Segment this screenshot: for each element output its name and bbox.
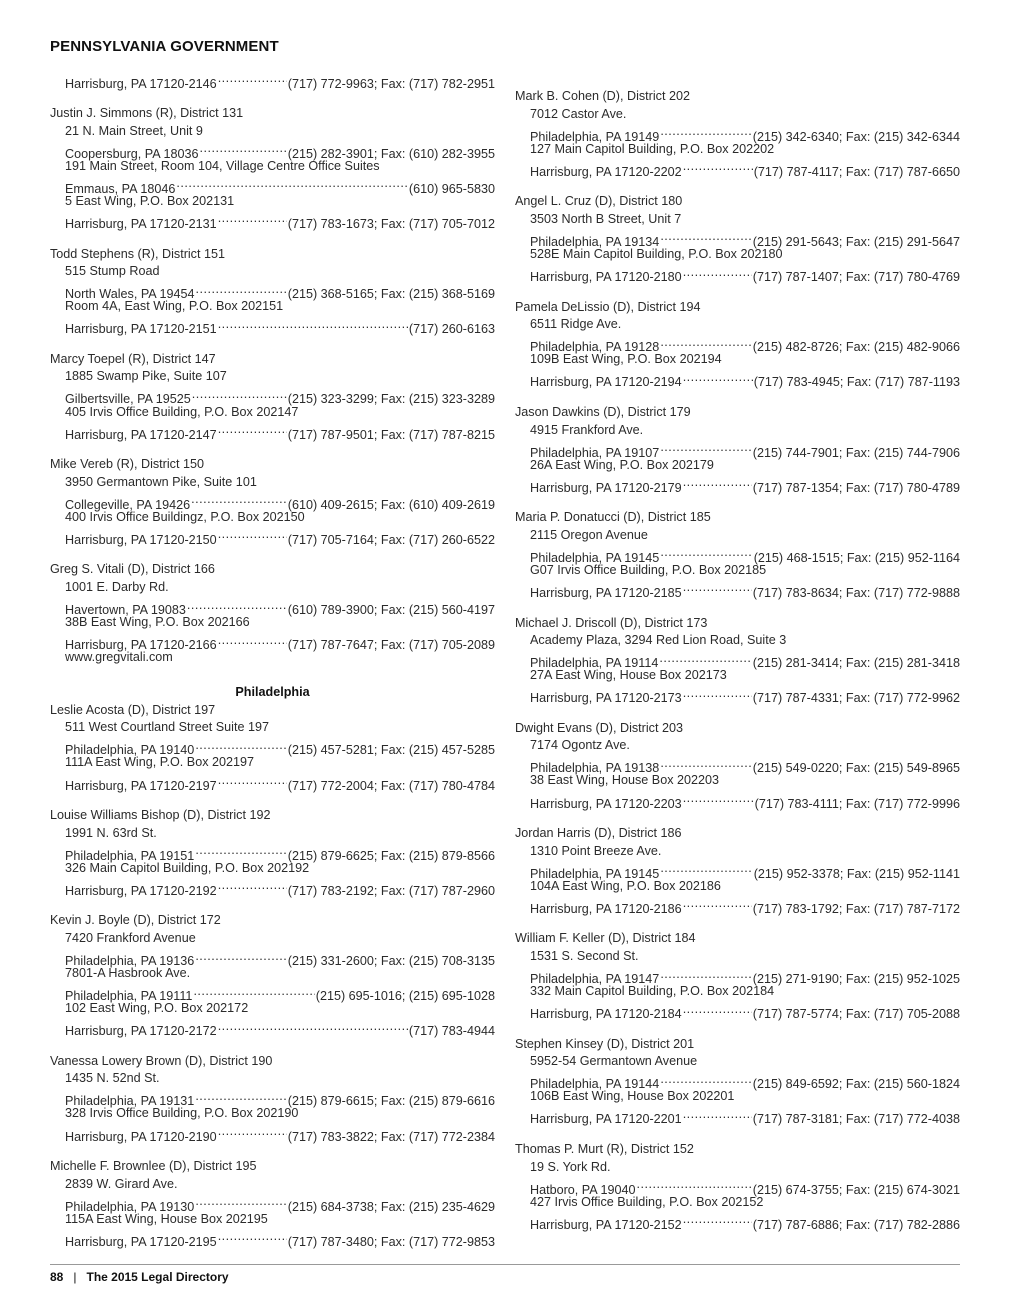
address-line: 102 East Wing, P.O. Box 202172 bbox=[65, 1001, 249, 1016]
phone-fax: (215) 323-3299; Fax: (215) 323-3289 bbox=[287, 392, 495, 407]
address-city: Philadelphia, PA 19144 bbox=[530, 1077, 660, 1092]
dot-leader bbox=[195, 842, 286, 860]
contact-line bbox=[530, 439, 960, 460]
legislator-name: Pamela DeLissio (D), District 194 bbox=[515, 299, 701, 314]
legislator-name: Maria P. Donatucci (D), District 185 bbox=[515, 510, 711, 525]
address-city: Havertown, PA 19083 bbox=[65, 603, 186, 618]
address-line: 511 West Courtland Street Suite 197 bbox=[65, 720, 269, 735]
address-city: Harrisburg, PA 17120-2150 bbox=[65, 532, 217, 547]
phone-fax: (215) 368-5165; Fax: (215) 368-5169 bbox=[287, 287, 495, 302]
dot-leader bbox=[218, 1018, 408, 1036]
address-line: 3503 North B Street, Unit 7 bbox=[530, 211, 682, 226]
dot-leader bbox=[196, 281, 287, 299]
address-city: Philadelphia, PA 19136 bbox=[65, 954, 195, 969]
address-line: 21 N. Main Street, Unit 9 bbox=[65, 123, 203, 138]
footer-rule bbox=[50, 1264, 960, 1265]
address-line: Room 4A, East Wing, P.O. Box 202151 bbox=[65, 299, 284, 314]
dot-leader bbox=[191, 491, 287, 509]
dot-leader bbox=[218, 1123, 287, 1141]
page-footer bbox=[50, 1270, 229, 1284]
legislator-name: William F. Keller (D), District 184 bbox=[515, 931, 696, 946]
contact-line bbox=[65, 737, 495, 758]
page-header-title: PENNSYLVANIA GOVERNMENT bbox=[50, 38, 279, 55]
legislator-name: Greg S. Vitali (D), District 166 bbox=[50, 562, 215, 577]
address-line: 528E Main Capitol Building, P.O. Box 202180 bbox=[530, 247, 783, 261]
phone-fax: (215) 271-9190; Fax: (215) 952-1025 bbox=[752, 972, 960, 987]
legislator-name: Louise Williams Bishop (D), District 192 bbox=[50, 808, 271, 823]
address-line: 1001 E. Darby Rd. bbox=[65, 580, 169, 594]
address-city: Philadelphia, PA 19147 bbox=[530, 972, 660, 987]
address-line: 2839 W. Girard Ave. bbox=[65, 1176, 178, 1191]
legislator-name: Justin J. Simmons (R), District 131 bbox=[50, 106, 244, 121]
legislator-name: Michael J. Driscoll (D), District 173 bbox=[515, 615, 708, 630]
contact-line bbox=[65, 842, 495, 863]
contact-line bbox=[530, 334, 960, 355]
dot-leader bbox=[683, 369, 753, 387]
contact-line bbox=[530, 369, 960, 390]
dot-leader bbox=[683, 1001, 752, 1019]
address-city: Philadelphia, PA 19130 bbox=[65, 1199, 195, 1214]
contact-line bbox=[65, 140, 495, 161]
address-city: Philadelphia, PA 19151 bbox=[65, 848, 195, 863]
dot-leader bbox=[660, 755, 751, 773]
dot-leader bbox=[192, 386, 287, 404]
dot-leader bbox=[195, 1193, 286, 1211]
address-line: 104A East Wing, P.O. Box 202186 bbox=[530, 878, 721, 893]
contact-line bbox=[65, 597, 495, 618]
legislator-name: Leslie Acosta (D), District 197 bbox=[50, 702, 216, 717]
legislator-name: Dwight Evans (D), District 203 bbox=[515, 720, 683, 735]
address-line: 5952-54 Germantown Avenue bbox=[530, 1054, 698, 1069]
address-city: Philadelphia, PA 19128 bbox=[530, 340, 660, 355]
address-line: Academy Plaza, 3294 Red Lion Road, Suite 3 bbox=[530, 633, 787, 647]
address-city: Gilbertsville, PA 19525 bbox=[65, 392, 191, 407]
legislator-name: Michelle F. Brownlee (D), District 195 bbox=[50, 1159, 257, 1174]
address-city: Harrisburg, PA 17120-2152 bbox=[530, 1217, 682, 1232]
address-line: 6511 Ridge Ave. bbox=[530, 317, 622, 332]
address-line: 7801-A Hasbrook Ave. bbox=[65, 966, 191, 980]
dot-leader bbox=[637, 1176, 752, 1194]
legislator-name: Todd Stephens (R), District 151 bbox=[50, 246, 225, 261]
contact-line bbox=[65, 316, 495, 337]
dot-leader bbox=[660, 123, 751, 141]
address-city: Harrisburg, PA 17120-2151 bbox=[65, 322, 217, 337]
address-line: 19 S. York Rd. bbox=[530, 1159, 611, 1174]
phone-fax: (717) 783-1673; Fax: (717) 705-7012 bbox=[287, 216, 495, 231]
address-line: 332 Main Capitol Building, P.O. Box 202184 bbox=[530, 984, 775, 998]
dot-leader bbox=[187, 597, 287, 615]
contact-line bbox=[530, 650, 960, 671]
address-city: North Wales, PA 19454 bbox=[65, 287, 195, 302]
phone-fax: (717) 783-4111; Fax: (717) 772-9996 bbox=[754, 796, 960, 811]
address-city: Philadelphia, PA 19140 bbox=[65, 743, 195, 758]
address-line: 38B East Wing, P.O. Box 202166 bbox=[65, 615, 250, 629]
address-line: 427 Irvis Office Building, P.O. Box 202152 bbox=[530, 1194, 764, 1209]
address-city: Coopersburg, PA 18036 bbox=[65, 146, 199, 161]
address-city: Philadelphia, PA 19114 bbox=[530, 656, 659, 671]
dot-leader bbox=[660, 966, 751, 984]
footer-separator: | bbox=[73, 1270, 77, 1284]
phone-fax: (717) 787-1407; Fax: (717) 780-4769 bbox=[752, 270, 960, 285]
phone-fax: (215) 695-1016; (215) 695-1028 bbox=[315, 989, 495, 1004]
legislator-name: Jason Dawkins (D), District 179 bbox=[515, 404, 691, 419]
address-city: Harrisburg, PA 17120-2192 bbox=[65, 883, 217, 898]
address-line: 7420 Frankford Avenue bbox=[65, 930, 196, 945]
address-city: Harrisburg, PA 17120-2147 bbox=[65, 427, 217, 442]
dot-leader bbox=[683, 579, 752, 597]
contact-line bbox=[530, 228, 960, 249]
contact-line bbox=[65, 1088, 495, 1109]
phone-fax: (717) 783-8634; Fax: (717) 772-9888 bbox=[752, 585, 960, 600]
contact-line bbox=[530, 264, 960, 285]
address-line: 26A East Wing, P.O. Box 202179 bbox=[530, 457, 714, 472]
address-city: Harrisburg, PA 17120-2146 bbox=[65, 76, 217, 91]
phone-fax: (215) 744-7901; Fax: (215) 744-7906 bbox=[752, 445, 960, 460]
address-city: Harrisburg, PA 17120-2195 bbox=[65, 1234, 217, 1249]
address-city: Philadelphia, PA 19149 bbox=[530, 129, 660, 144]
phone-fax: (610) 409-2615; Fax: (610) 409-2619 bbox=[287, 497, 495, 512]
phone-fax: (717) 260-6163 bbox=[408, 322, 495, 337]
address-line: 515 Stump Road bbox=[65, 264, 160, 279]
phone-fax: (717) 783-4945; Fax: (717) 787-1193 bbox=[753, 375, 960, 390]
address-city: Philadelphia, PA 19131 bbox=[65, 1094, 195, 1109]
contact-line bbox=[530, 474, 960, 495]
phone-fax: (717) 772-9963; Fax: (717) 782-2951 bbox=[287, 76, 495, 91]
dot-leader bbox=[683, 158, 753, 176]
address-line: 106B East Wing, House Box 202201 bbox=[530, 1089, 735, 1104]
dot-leader bbox=[660, 334, 751, 352]
page-number: 88 bbox=[50, 1270, 64, 1284]
address-line: 27A East Wing, House Box 202173 bbox=[530, 668, 727, 683]
address-city: Hatboro, PA 19040 bbox=[530, 1182, 636, 1197]
legislator-name: Marcy Toepel (R), District 147 bbox=[50, 351, 216, 366]
dot-leader bbox=[660, 544, 752, 562]
contact-line bbox=[530, 755, 960, 776]
phone-fax: (717) 787-3181; Fax: (717) 772-4038 bbox=[752, 1112, 960, 1127]
contact-line bbox=[65, 1123, 495, 1144]
dot-leader bbox=[683, 1106, 752, 1124]
phone-fax: (215) 281-3414; Fax: (215) 281-3418 bbox=[752, 656, 960, 671]
address-line: 3950 Germantown Pike, Suite 101 bbox=[65, 474, 257, 489]
address-city: Harrisburg, PA 17120-2190 bbox=[65, 1129, 217, 1144]
contact-line bbox=[530, 895, 960, 916]
phone-fax: (717) 705-7164; Fax: (717) 260-6522 bbox=[287, 532, 495, 547]
contact-line bbox=[530, 860, 960, 881]
dot-leader bbox=[218, 70, 287, 88]
contact-line bbox=[530, 123, 960, 144]
address-city: Harrisburg, PA 17120-2201 bbox=[530, 1112, 682, 1127]
phone-fax: (717) 787-4117; Fax: (717) 787-6650 bbox=[753, 164, 960, 179]
address-city: Philadelphia, PA 19107 bbox=[530, 445, 660, 460]
legislator-name: Stephen Kinsey (D), District 201 bbox=[515, 1036, 695, 1051]
dot-leader bbox=[683, 264, 752, 282]
legislator-name: Mark B. Cohen (D), District 202 bbox=[515, 89, 690, 103]
address-city: Harrisburg, PA 17120-2131 bbox=[65, 216, 217, 231]
contact-line bbox=[65, 491, 495, 512]
section-heading: Philadelphia bbox=[235, 685, 310, 700]
phone-fax: (610) 965-5830 bbox=[408, 181, 495, 196]
address-city: Philadelphia, PA 19111 bbox=[65, 989, 193, 1004]
dot-leader bbox=[218, 1228, 287, 1246]
contact-line bbox=[530, 544, 960, 565]
address-line: 115A East Wing, House Box 202195 bbox=[65, 1211, 268, 1226]
contact-line bbox=[65, 526, 495, 547]
address-city: Harrisburg, PA 17120-2186 bbox=[530, 901, 682, 916]
address-line: 7012 Castor Ave. bbox=[530, 106, 627, 121]
dot-leader bbox=[660, 228, 751, 246]
contact-line bbox=[65, 1228, 495, 1249]
dot-leader bbox=[683, 474, 752, 492]
contact-line bbox=[530, 1001, 960, 1022]
phone-fax: (215) 291-5643; Fax: (215) 291-5647 bbox=[752, 234, 960, 249]
dot-leader bbox=[659, 650, 751, 668]
address-line: 1991 N. 63rd St. bbox=[65, 825, 157, 840]
legislator-name: Thomas P. Murt (R), District 152 bbox=[515, 1142, 694, 1156]
address-line: 328 Irvis Office Building, P.O. Box 202190 bbox=[65, 1106, 299, 1121]
address-line: 4915 Frankford Ave. bbox=[530, 422, 644, 437]
dot-leader bbox=[660, 439, 751, 457]
dot-leader bbox=[218, 421, 287, 439]
dot-leader bbox=[683, 685, 752, 703]
dot-leader bbox=[193, 983, 314, 1001]
address-line: 191 Main Street, Room 104, Village Centre Office Suites bbox=[65, 158, 380, 173]
address-city: Emmaus, PA 18046 bbox=[65, 181, 176, 196]
address-line: 38 East Wing, House Box 202203 bbox=[530, 773, 720, 788]
phone-fax: (215) 331-2600; Fax: (215) 708-3135 bbox=[287, 954, 495, 969]
dot-leader bbox=[218, 877, 287, 895]
address-city: Harrisburg, PA 17120-2180 bbox=[530, 270, 682, 285]
dot-leader bbox=[176, 175, 408, 193]
contact-line bbox=[65, 632, 495, 653]
address-line: 400 Irvis Office Buildingz, P.O. Box 202150 bbox=[65, 509, 305, 524]
phone-fax: (215) 879-6615; Fax: (215) 879-6616 bbox=[287, 1094, 495, 1109]
contact-line bbox=[530, 1071, 960, 1092]
contact-line bbox=[65, 948, 495, 969]
address-city: Philadelphia, PA 19145 bbox=[530, 866, 660, 881]
phone-fax: (215) 482-8726; Fax: (215) 482-9066 bbox=[752, 340, 960, 355]
contact-line bbox=[65, 421, 495, 442]
phone-fax: (215) 468-1515; Fax: (215) 952-1164 bbox=[753, 550, 960, 565]
phone-fax: (717) 787-3480; Fax: (717) 772-9853 bbox=[287, 1234, 495, 1249]
address-line: www.gregvitali.com bbox=[65, 650, 173, 665]
dot-leader bbox=[218, 210, 287, 228]
phone-fax: (215) 952-3378; Fax: (215) 952-1141 bbox=[753, 866, 960, 881]
publication-title: The 2015 Legal Directory bbox=[86, 1270, 229, 1284]
address-line: 326 Main Capitol Building, P.O. Box 202192 bbox=[65, 860, 310, 875]
address-line: 111A East Wing, P.O. Box 202197 bbox=[65, 755, 255, 770]
phone-fax: (215) 684-3738; Fax: (215) 235-4629 bbox=[287, 1199, 495, 1214]
contact-line bbox=[65, 1018, 495, 1039]
contact-line bbox=[530, 685, 960, 706]
address-city: Harrisburg, PA 17120-2172 bbox=[65, 1024, 217, 1039]
phone-fax: (717) 787-7647; Fax: (717) 705-2089 bbox=[287, 638, 495, 653]
dot-leader bbox=[683, 1211, 752, 1229]
dot-leader bbox=[200, 140, 287, 158]
phone-fax: (717) 783-3822; Fax: (717) 772-2384 bbox=[287, 1129, 495, 1144]
legislator-name: Angel L. Cruz (D), District 180 bbox=[515, 194, 683, 209]
contact-line bbox=[65, 386, 495, 407]
contact-line bbox=[65, 175, 495, 196]
phone-fax: (215) 342-6340; Fax: (215) 342-6344 bbox=[752, 129, 960, 144]
address-city: Harrisburg, PA 17120-2197 bbox=[65, 778, 217, 793]
contact-line bbox=[530, 966, 960, 987]
dot-leader bbox=[218, 772, 287, 790]
contact-line bbox=[65, 772, 495, 793]
phone-fax: (717) 783-4944 bbox=[408, 1024, 495, 1039]
address-city: Philadelphia, PA 19145 bbox=[530, 550, 660, 565]
address-line: 1435 N. 52nd St. bbox=[65, 1071, 160, 1086]
legislator-name: Kevin J. Boyle (D), District 172 bbox=[50, 913, 221, 928]
dot-leader bbox=[660, 860, 752, 878]
phone-fax: (215) 457-5281; Fax: (215) 457-5285 bbox=[287, 743, 495, 758]
address-city: Harrisburg, PA 17120-2173 bbox=[530, 691, 682, 706]
address-city: Harrisburg, PA 17120-2184 bbox=[530, 1007, 682, 1022]
address-line: G07 Irvis Office Building, P.O. Box 202185 bbox=[530, 562, 767, 577]
phone-fax: (610) 789-3900; Fax: (215) 560-4197 bbox=[287, 603, 495, 618]
phone-fax: (717) 772-2004; Fax: (717) 780-4784 bbox=[287, 778, 495, 793]
address-city: Philadelphia, PA 19134 bbox=[530, 234, 660, 249]
phone-fax: (717) 787-6886; Fax: (717) 782-2886 bbox=[752, 1217, 960, 1232]
address-city: Harrisburg, PA 17120-2203 bbox=[530, 796, 682, 811]
phone-fax: (717) 787-4331; Fax: (717) 772-9962 bbox=[752, 691, 960, 706]
contact-line bbox=[530, 1176, 960, 1197]
legislator-name: Jordan Harris (D), District 186 bbox=[515, 826, 682, 841]
address-city: Harrisburg, PA 17120-2185 bbox=[530, 585, 682, 600]
address-line: 7174 Ogontz Ave. bbox=[530, 738, 630, 753]
address-line: 109B East Wing, P.O. Box 202194 bbox=[530, 352, 722, 367]
dot-leader bbox=[195, 1088, 286, 1106]
contact-line bbox=[65, 1193, 495, 1214]
address-line: 1885 Swamp Pike, Suite 107 bbox=[65, 369, 227, 384]
contact-line bbox=[65, 877, 495, 898]
contact-line bbox=[65, 70, 495, 91]
address-line: 2115 Oregon Avenue bbox=[530, 527, 648, 542]
dot-leader bbox=[195, 737, 286, 755]
legislator-name: Vanessa Lowery Brown (D), District 190 bbox=[50, 1053, 273, 1068]
address-city: Harrisburg, PA 17120-2194 bbox=[530, 375, 682, 390]
phone-fax: (215) 849-6592; Fax: (215) 560-1824 bbox=[752, 1077, 960, 1092]
dot-leader bbox=[660, 1071, 751, 1089]
phone-fax: (717) 787-9501; Fax: (717) 787-8215 bbox=[287, 427, 495, 442]
phone-fax: (717) 783-2192; Fax: (717) 787-2960 bbox=[287, 883, 495, 898]
address-city: Collegeville, PA 19426 bbox=[65, 497, 191, 512]
dot-leader bbox=[683, 790, 754, 808]
address-line: 1531 S. Second St. bbox=[530, 948, 639, 963]
address-city: Harrisburg, PA 17120-2179 bbox=[530, 480, 682, 495]
contact-line bbox=[530, 1106, 960, 1127]
dot-leader bbox=[218, 632, 287, 650]
address-line: 127 Main Capitol Building, P.O. Box 202202 bbox=[530, 141, 775, 156]
dot-leader bbox=[195, 948, 286, 966]
address-city: Harrisburg, PA 17120-2166 bbox=[65, 638, 217, 653]
contact-line bbox=[530, 790, 960, 811]
contact-line bbox=[530, 579, 960, 600]
phone-fax: (215) 549-0220; Fax: (215) 549-8965 bbox=[752, 761, 960, 776]
phone-fax: (215) 879-6625; Fax: (215) 879-8566 bbox=[287, 848, 495, 863]
phone-fax: (215) 674-3755; Fax: (215) 674-3021 bbox=[752, 1182, 960, 1197]
contact-line bbox=[530, 158, 960, 179]
contact-line bbox=[65, 281, 495, 302]
address-line: 5 East Wing, P.O. Box 202131 bbox=[65, 193, 235, 208]
phone-fax: (717) 783-1792; Fax: (717) 787-7172 bbox=[752, 901, 960, 916]
address-city: Philadelphia, PA 19138 bbox=[530, 761, 660, 776]
address-line: 405 Irvis Office Building, P.O. Box 202147 bbox=[65, 404, 299, 419]
address-city: Harrisburg, PA 17120-2202 bbox=[530, 164, 682, 179]
contact-line bbox=[530, 1211, 960, 1232]
contact-line bbox=[65, 210, 495, 231]
legislator-name: Mike Vereb (R), District 150 bbox=[50, 457, 204, 472]
dot-leader bbox=[683, 895, 752, 913]
dot-leader bbox=[218, 316, 408, 334]
dot-leader bbox=[218, 526, 287, 544]
phone-fax: (717) 787-1354; Fax: (717) 780-4789 bbox=[752, 480, 960, 495]
phone-fax: (717) 787-5774; Fax: (717) 705-2088 bbox=[752, 1007, 960, 1022]
address-line: 1310 Point Breeze Ave. bbox=[530, 843, 662, 858]
phone-fax: (215) 282-3901; Fax: (610) 282-3955 bbox=[287, 146, 495, 161]
contact-line bbox=[65, 983, 495, 1004]
